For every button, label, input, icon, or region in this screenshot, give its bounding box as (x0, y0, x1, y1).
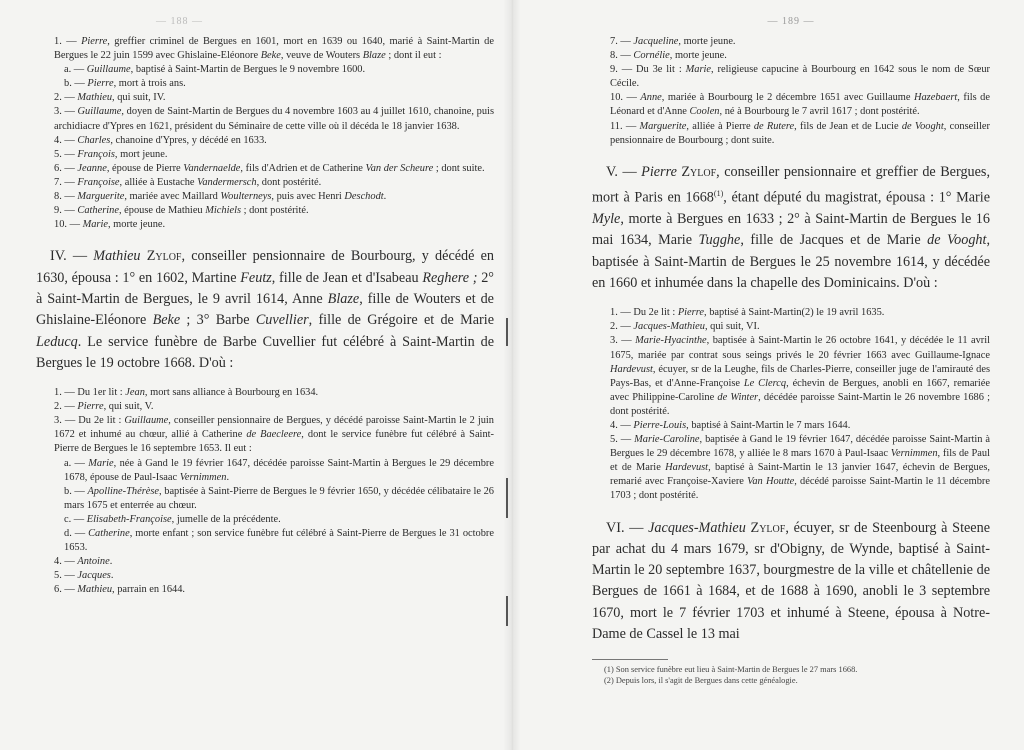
list-item: 3. — Guillaume, doyen de Saint-Martin de Bergues du 4 novembre 1603 au 4 juillet 1610, chanoine, puis archidiacre d'Ypres en 1621, président du Séminaire de cette ville où il décéda le 18 janvier 1638. (54, 106, 494, 132)
list-item: 2. — Mathieu, qui suit, IV. (54, 92, 166, 104)
list-item: 5. — Marie-Caroline, baptisée à Gand le 19 février 1647, décédée paroisse Saint-Martin à Bergues le 29 décembre 1678, y alliée le 8 mars 1670 à Paul-Isaac Vernimmen, fils de Paul et de Marie Hardevust, baptisé à Saint-Martin le 13 janvier 1647, échevin de Bergues, remarié avec Françoise-Xaviere Van Houtte, décédé paroisse Saint-Martin le 11 décembre 1703 ; dont postérité. (610, 434, 990, 502)
list-item: 10. — Anne, mariée à Bourbourg le 2 décembre 1651 avec Guillaume Hazebaert, fils de Léonard et d'Anne Coolen, né à Bourbourg le 7 avril 1617 ; dont postérité. (610, 92, 990, 118)
list-item: 2. — Jacques-Mathieu, qui suit, VI. (610, 321, 760, 333)
list-item: 6. — Jeanne, épouse de Pierre Vandernaelde, fils d'Adrien et de Catherine Van der Scheure ; dont suite. (54, 162, 485, 174)
section-iv-paragraph: IV. — Mathieu Zylof, conseiller pensionnaire de Bourbourg, y décédé en 1630, épousa : 1° en 1602, Martine Feutz, fille de Jean et d'Isabeau Reghere ; 2° à Saint-Martin de Bergues, le 9 avril 1614, Anne Blaze, fille de Wouters et de Ghislaine-Eléonore Beke ; 3° Barbe Cuvellier, fille de Grégoire et de Marie Leducq. Le service funèbre de Barbe Cuvellier fut célébré à Saint-Martin de Bergues le 19 octobre 1668. D'où : (36, 248, 495, 371)
list-item: a. — Guillaume, baptisé à Saint-Martin de Bergues le 9 novembre 1600. (64, 64, 366, 76)
list-item: 11. — Marguerite, alliée à Pierre de Rutere, fils de Jean et de Lucie de Vooght, conseiller pensionnaire de Bourbourg ; dont suite. (610, 120, 990, 146)
list-item: 3. — Du 2e lit : Guillaume, conseiller pensionnaire de Bergues, y décédé paroisse Saint-Martin le 2 juin 1672 et inhumé au chœur, allié à Catherine de Baecleere, dont le service funèbre fut célébré à Saint-Pierre de Bergues le 16 septembre 1653. Il eut : (54, 415, 494, 455)
list-item: 4. — Pierre-Louis, baptisé à Saint-Martin le 7 mars 1644. (610, 420, 851, 432)
page-number: — 188 — (156, 16, 203, 27)
list-item: b. — Apolline-Thérèse, baptisée à Saint-Pierre de Bergues le 9 février 1650, y décédée célibataire le 26 mars 1675 et enterrée au chœur. (64, 485, 494, 511)
list-item: 7. — Jacqueline, morte jeune. (610, 36, 736, 47)
list-item: 5. — François, mort jeune. (54, 148, 168, 160)
list-item: 4. — Charles, chanoine d'Ypres, y décédé en 1633. (54, 134, 267, 146)
footnote: (1) Son service funèbre eut lieu à Saint-Martin de Bergues le 27 mars 1668. (604, 665, 858, 675)
list-item: a. — Marie, née à Gand le 19 février 1647, décédée paroisse Saint-Martin à Bergues le 29 décembre 1678, épouse de Paul-Isaac Vernimmen. (64, 457, 494, 483)
page-number: — 189 — (767, 16, 815, 27)
section-iv-children (36, 386, 494, 597)
section-v-paragraph: V. — Pierre Zylof, conseiller pensionnaire et greffier de Bergues, mort à Paris en 1668$^{(1)}$, étant député du magistrat, épousa : 1° Marie Myle, morte à Bergues en 1633 ; 2° à Saint-Martin de Bergues le 16 mai 1634, Marie Tugghe, fille de Jacques et de Marie de Vooght, baptisée à Saint-Martin de Bergues le 25 novembre 1614, y décédée en 1660 et inhumée dans la chapelle des Dominicains. D'où : (592, 163, 991, 291)
list-item: 8. — Cornélie, morte jeune. (610, 50, 727, 62)
section-vi-paragraph: VI. — Jacques-Mathieu Zylof, écuyer, sr de Steenbourg à Steene par achat du 4 mars 1679, sr d'Obigny, de Wynde, baptisé à Saint-Martin le 20 septembre 1637, bourgmestre de la ville et châtellenie de Bergues de 1661 à 1684, et de 1688 à 1690, anobli le 3 septembre 1670, mort le 7 février 1703 et inhumé à Steene, épousa à Notre-Dame de Cassel le 13 mai (592, 519, 990, 643)
list-item: 1. — Du 1er lit : Jean, mort sans alliance à Bourbourg en 1634. (54, 387, 319, 399)
right-page (512, 0, 1024, 750)
section-v-children (592, 306, 990, 503)
list-item: c. — Elisabeth-Françoise, jumelle de la précédente. (64, 513, 281, 525)
list-item: 5. — Jacques. (54, 570, 114, 582)
footnote-rule (592, 659, 668, 660)
list-item: 8. — Marguerite, mariée avec Maillard Woulterneys, puis avec Henri Deschodt. (54, 191, 387, 203)
list-item: 7. — Françoise, alliée à Eustache Vandermersch, dont postérité. (54, 176, 322, 188)
list-item: b. — Pierre, mort à trois ans. (64, 78, 186, 90)
list-item: 6. — Mathieu, parrain en 1644. (54, 584, 186, 596)
list-item: 3. — Marie-Hyacinthe, baptisée à Saint-Martin le 26 octobre 1641, y décédée le 11 avril 1675, mariée par contrat sous seings privés le 20 février 1663 avec Guillaume-Ignace Hardevust, écuyer, sr de la Leughe, fils de Charles-Pierre, conseiller juge de l'amirauté des Pays-Bas, et d'Anne-Françoise Le Clercq, échevin de Bergues, anobli en 1667, remariée avec Philippine-Caroline de Winter, décédée paroisse Saint-Martin le 26 novembre 1686 ; dont postérité. (610, 335, 991, 417)
list-item: 2. — Pierre, qui suit, V. (54, 401, 154, 413)
footnote: (2) Depuis lors, il s'agit de Bergues dans cette généalogie. (604, 676, 798, 686)
list-item: d. — Catherine, morte enfant ; son service funèbre fut célébré à Saint-Pierre de Bergues le 31 octobre 1653. (64, 528, 494, 554)
list-item: 9. — Catherine, épouse de Mathieu Michiels ; dont postérité. (54, 205, 309, 217)
intro-list (36, 35, 494, 232)
list-item: 1. — Pierre, greffier criminel de Bergues en 1601, mort en 1639 ou 1640, marié à Saint-Martin de Bergues le 22 juin 1599 avec Ghislaine-Eléonore Beke, veuve de Wouters Blaze ; dont il eut : (54, 36, 494, 62)
list-item: 1. — Du 2e lit : Pierre, baptisé à Saint-Martin(2) le 19 avril 1635. (610, 307, 885, 319)
continued-list (592, 35, 990, 148)
list-item: 10. — Marie, morte jeune. (54, 219, 166, 231)
footnotes (592, 664, 990, 686)
list-item: 9. — Du 3e lit : Marie, religieuse capucine à Bourbourg en 1642 sous le nom de Sœur Cécile. (610, 64, 990, 90)
list-item: 4. — Antoine. (54, 556, 113, 568)
